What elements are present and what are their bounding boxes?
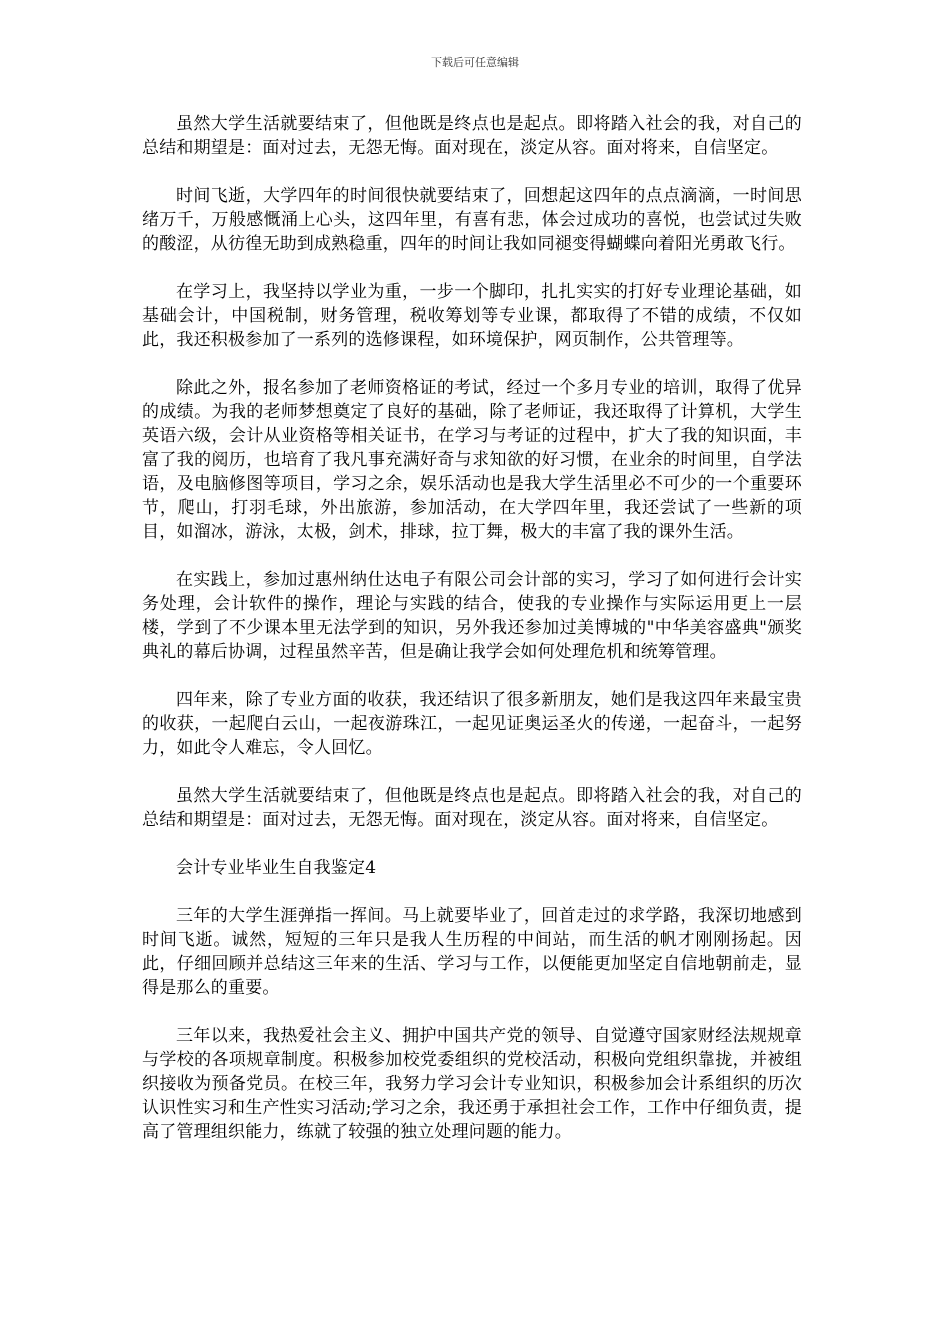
paragraph: 除此之外，报名参加了老师资格证的考试，经过一个多月专业的培训，取得了优异的成绩。为我的老师梦想奠定了良好的基础，除了老师证，我还取得了计算机，大学生英语六级，会计从业资格等相关证书，在学习与考证的过程中，扩大了我的知识面，丰富了我的阅历，也培育了我凡事充满好奇与求知欲的好习惯，在业余的时间里，自学法语，及电脑修图等项目，学习之余，娱乐活动也是我大学生活里必不可少的一个重要环节，爬山，打羽毛球，外出旅游，参加活动，在大学四年里，我还尝试了一些新的项目，如溜冰，游泳，太极，剑术，排球，拉丁舞，极大的丰富了我的课外生活。	[142, 378, 802, 542]
paragraph: 时间飞逝，大学四年的时间很快就要结束了，回想起这四年的点点滴滴，一时间思绪万千，万般感慨涌上心头，这四年里，有喜有悲，体会过成功的喜悦，也尝试过失败的酸涩，从彷徨无助到成熟稳重，四年的时间让我如同褪变得蝴蝶向着阳光勇敢飞行。	[142, 186, 802, 254]
page-header: 下载后可任意编辑	[431, 56, 519, 69]
paragraph: 四年来，除了专业方面的收获，我还结识了很多新朋友，她们是我这四年来最宝贵的收获，一起爬白云山，一起夜游珠江，一起见证奥运圣火的传递，一起奋斗，一起努力，如此令人难忘，令人回忆。	[142, 690, 802, 758]
document-body	[142, 112, 802, 1168]
paragraph: 虽然大学生活就要结束了，但他既是终点也是起点。即将踏入社会的我，对自己的总结和期望是：面对过去，无怨无悔。面对现在，淡定从容。面对将来，自信坚定。	[142, 114, 802, 158]
paragraph: 三年以来，我热爱社会主义、拥护中国共产党的领导、自觉遵守国家财经法规规章与学校的各项规章制度。积极参加校党委组织的党校活动，积极向党组织靠拢，并被组织接收为预备党员。在校三年，我努力学习会计专业知识，积极参加会计系组织的历次认识性实习和生产性实习活动;学习之余，我还勇于承担社会工作，工作中仔细负责，提高了管理组织能力，练就了较强的独立处理问题的能力。	[142, 1026, 802, 1142]
section-heading: 会计专业毕业生自我鉴定4	[176, 858, 377, 878]
paragraph: 三年的大学生涯弹指一挥间。马上就要毕业了，回首走过的求学路，我深切地感到时间飞逝。诚然，短短的三年只是我人生历程的中间站，而生活的帆才刚刚扬起。因此，仔细回顾并总结这三年来的生活、学习与工作，以便能更加坚定自信地朝前走，显得是那么的重要。	[142, 906, 802, 998]
paragraph: 虽然大学生活就要结束了，但他既是终点也是起点。即将踏入社会的我，对自己的总结和期望是：面对过去，无怨无悔。面对现在，淡定从容。面对将来，自信坚定。	[142, 786, 802, 830]
paragraph: 在实践上，参加过惠州纳仕达电子有限公司会计部的实习，学习了如何进行会计实务处理，会计软件的操作，理论与实践的结合，使我的专业操作与实际运用更上一层楼，学到了不少课本里无法学到的知识，另外我还参加过美博城的"中华美容盛典"颁奖典礼的幕后协调，过程虽然辛苦，但是确让我学会如何处理危机和统筹管理。	[142, 570, 802, 662]
paragraph: 在学习上，我坚持以学业为重，一步一个脚印，扎扎实实的打好专业理论基础，如基础会计，中国税制，财务管理，税收筹划等专业课，都取得了不错的成绩，不仅如此，我还积极参加了一系列的选修课程，如环境保护，网页制作，公共管理等。	[142, 282, 802, 350]
